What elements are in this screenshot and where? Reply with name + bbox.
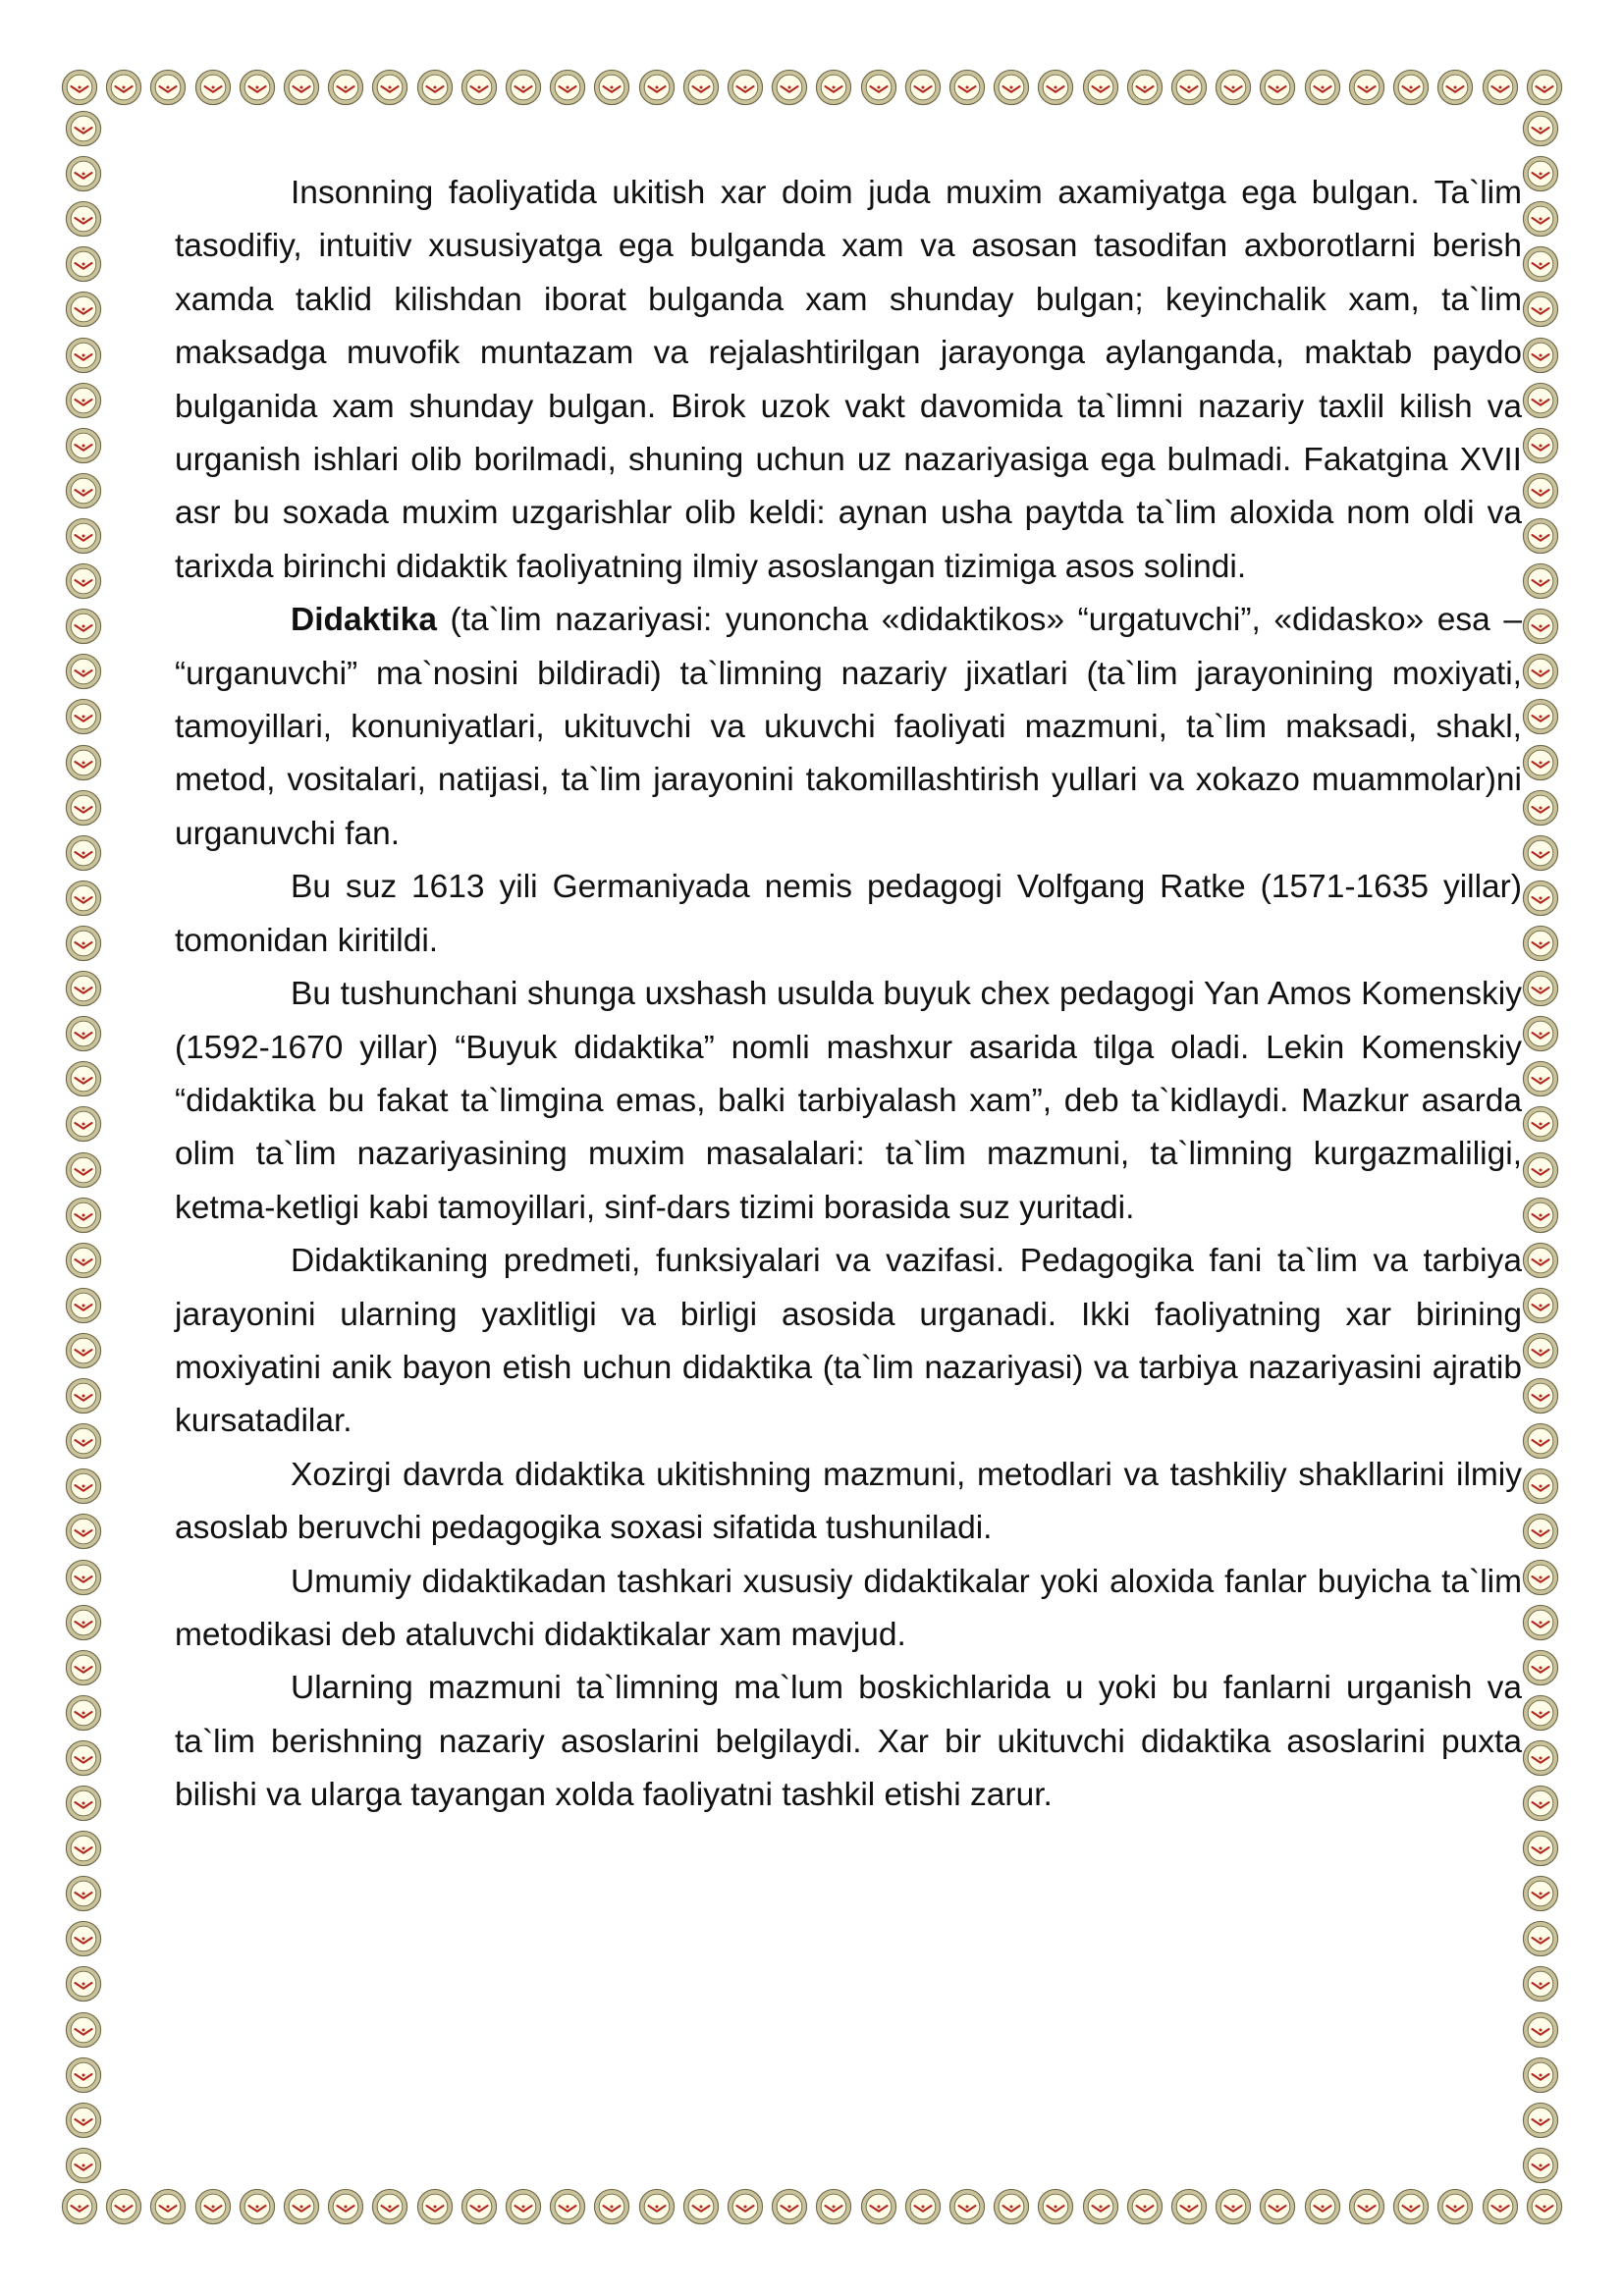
clock-icon [1522, 1105, 1559, 1143]
clock-icon [65, 1287, 102, 1324]
clock-icon [1037, 2188, 1074, 2225]
clock-icon [194, 69, 232, 106]
clock-icon [371, 2188, 408, 2225]
clock-icon [1522, 1694, 1559, 1732]
clock-icon [65, 698, 102, 735]
clock-icon [682, 2188, 720, 2225]
clock-icon [65, 880, 102, 917]
clock-icon [65, 291, 102, 328]
clock-icon [1215, 2188, 1252, 2225]
border-bottom [61, 2184, 1563, 2229]
clock-icon [505, 2188, 542, 2225]
clock-icon [1522, 2102, 1559, 2139]
clock-icon [1082, 2188, 1119, 2225]
clock-icon [65, 1468, 102, 1505]
clock-icon [1082, 69, 1119, 106]
clock-icon [65, 1694, 102, 1732]
clock-icon [1522, 200, 1559, 238]
clock-icon [65, 653, 102, 690]
clock-icon [1522, 1151, 1559, 1189]
clock-icon [549, 2188, 586, 2225]
clock-icon [65, 1965, 102, 2002]
clock-icon [65, 2011, 102, 2049]
clock-icon [1170, 2188, 1208, 2225]
document-body [175, 167, 1522, 1823]
clock-icon [1348, 69, 1385, 106]
clock-icon [65, 517, 102, 555]
clock-icon [65, 1422, 102, 1460]
clock-icon [65, 427, 102, 464]
clock-icon [1522, 1422, 1559, 1460]
clock-icon [149, 69, 187, 106]
clock-icon [1392, 2188, 1430, 2225]
clock-icon [1522, 562, 1559, 600]
clock-icon [105, 2188, 142, 2225]
clock-icon [1522, 789, 1559, 827]
clock-icon [593, 69, 630, 106]
clock-icon [1522, 1785, 1559, 1822]
clock-icon [1522, 1287, 1559, 1324]
clock-icon [1522, 245, 1559, 283]
clock-icon [1522, 517, 1559, 555]
clock-icon [65, 1875, 102, 1912]
clock-icon [1522, 1920, 1559, 1957]
clock-icon [416, 2188, 454, 2225]
clock-icon [65, 1332, 102, 1369]
clock-icon [1522, 1377, 1559, 1415]
clock-icon [65, 245, 102, 283]
clock-icon [1522, 1015, 1559, 1052]
clock-icon [65, 1151, 102, 1189]
clock-icon [1522, 608, 1559, 645]
clock-icon [327, 69, 364, 106]
clock-icon [65, 1785, 102, 1822]
clock-icon [65, 562, 102, 600]
clock-icon [65, 925, 102, 962]
clock-icon [65, 2147, 102, 2184]
paragraph-mazmuni: Ularning mazmuni ta`limning ma`lum boskichlarida u yoki bu fanlarni urganish va ta`lim berishning nazariy asoslarini belgilaydi. Xar bir ukituvchi didaktika asoslarini puxta bilishi va ularga tayangan xolda faoliyatni tashkil etishi zarur. [175, 1670, 1522, 1814]
clock-icon [327, 2188, 364, 2225]
clock-icon [1522, 472, 1559, 509]
clock-icon [1259, 2188, 1296, 2225]
clock-icon [593, 2188, 630, 2225]
clock-icon [65, 1105, 102, 1143]
clock-icon [993, 2188, 1030, 2225]
clock-icon [727, 2188, 764, 2225]
clock-icon [1259, 69, 1296, 106]
clock-icon [283, 69, 320, 106]
clock-icon [1037, 69, 1074, 106]
clock-icon [65, 789, 102, 827]
clock-icon [1522, 1604, 1559, 1641]
clock-icon [1522, 834, 1559, 872]
clock-icon [1522, 1830, 1559, 1867]
clock-icon [65, 1015, 102, 1052]
clock-icon [1526, 69, 1563, 106]
clock-icon [416, 69, 454, 106]
clock-icon [1215, 69, 1252, 106]
clock-icon [65, 1649, 102, 1686]
clock-icon [993, 69, 1030, 106]
paragraph-ratke: Bu suz 1613 yili Germaniyada nemis pedagogi Volfgang Ratke (1571-1635 yillar) tomonidan kiritildi. [175, 869, 1522, 959]
clock-icon [1522, 110, 1559, 147]
clock-icon [1436, 2188, 1474, 2225]
clock-icon [1522, 1332, 1559, 1369]
clock-icon [65, 834, 102, 872]
clock-icon [149, 2188, 187, 2225]
paragraph-intro: Insonning faoliyatida ukitish xar doim juda muxim axamiyatga ega bulgan. Ta`lim tasodifiy, intuitiv xususiyatga ega bulganda xam va asosan tasodifan axborotlarni berish xamda taklid kilishdan iborat bulganda xam shunday bulgan; keyinchalik xam, ta`lim maksadga muvofik muntazam va rejalashtirilgan jarayonga aylanganda, maktab paydo bulganida xam shunday bulgan. Birok uzok vakt davomida ta`limni nazariy taxlil kilish va urganish ishlari olib borilmadi, shuning uchun uz nazariyasiga ega bulmadi. Fakatgina XVII asr bu soxada muxim uzgarishlar olib keldi: aynan usha paytda ta`lim aloxida nom oldi va tarixda birinchi didaktik faoliyatning ilmiy asoslangan tizimiga asos solindi. [175, 175, 1522, 585]
clock-icon [1522, 1739, 1559, 1777]
clock-icon [1522, 1965, 1559, 2002]
clock-icon [1522, 1649, 1559, 1686]
clock-icon [1522, 2147, 1559, 2184]
clock-icon [65, 1920, 102, 1957]
clock-icon [65, 1559, 102, 1596]
clock-icon [65, 1604, 102, 1641]
clock-icon [65, 337, 102, 374]
clock-icon [239, 2188, 276, 2225]
term-didaktika: Didaktika [291, 602, 437, 639]
clock-icon [65, 2056, 102, 2094]
clock-icon [1304, 69, 1341, 106]
border-left [61, 110, 106, 2184]
paragraph-xususiy: Umumiy didaktikadan tashkari xususiy didaktikalar yoki aloxida fanlar buyicha ta`lim metodikasi deb ataluvchi didaktikalar xam mavjud. [175, 1563, 1522, 1653]
clock-icon [65, 1830, 102, 1867]
clock-icon [65, 2102, 102, 2139]
clock-icon [1522, 427, 1559, 464]
clock-icon [505, 69, 542, 106]
clock-icon [1522, 155, 1559, 192]
clock-icon [1522, 1242, 1559, 1279]
clock-icon [1522, 1875, 1559, 1912]
clock-icon [682, 69, 720, 106]
clock-icon [65, 382, 102, 419]
clock-icon [771, 2188, 808, 2225]
paragraph-predmet: Didaktikaning predmeti, funksiyalari va vazifasi. Pedagogika fani ta`lim va tarbiya jarayonini ularning yaxlitligi va birligi asosida urganadi. Ikki faoliyatning xar birining moxiyatini anik bayon etish uchun didaktika (ta`lim nazariyasi) va tarbiya nazariyasini ajratib kursatadilar. [175, 1243, 1522, 1440]
clock-icon [61, 2188, 98, 2225]
border-right [1518, 110, 1563, 2184]
clock-icon [1526, 2188, 1563, 2225]
clock-icon [1392, 69, 1430, 106]
clock-icon [904, 69, 942, 106]
clock-icon [65, 1242, 102, 1279]
clock-icon [283, 2188, 320, 2225]
clock-icon [1348, 2188, 1385, 2225]
clock-icon [1304, 2188, 1341, 2225]
clock-icon [65, 1513, 102, 1550]
clock-icon [948, 69, 986, 106]
clock-icon [815, 69, 852, 106]
paragraph-didaktika-definition: Didaktika (ta`lim nazariyasi: yunoncha «didaktikos» “urgatuvchi”, «didasko» esa – “urganuvchi” ma`nosini bildiradi) ta`limning nazariy jixatlari (ta`lim jarayonining moxiyati, tamoyillari, konuniyatlari, ukituvchi va ukuvchi faoliyati mazmuni, ta`lim maksadi, shakl, metod, vositalari, natijasi, ta`lim jarayonini takomillashtirish yullari va xokazo muammolar)ni urganuvchi fan. [175, 602, 1522, 852]
clock-icon [1522, 1468, 1559, 1505]
clock-icon [549, 69, 586, 106]
clock-icon [1522, 1559, 1559, 1596]
clock-icon [638, 69, 676, 106]
clock-icon [638, 2188, 676, 2225]
clock-icon [860, 2188, 897, 2225]
clock-icon [65, 608, 102, 645]
clock-icon [1522, 744, 1559, 781]
clock-icon [771, 69, 808, 106]
clock-icon [194, 2188, 232, 2225]
clock-icon [65, 970, 102, 1007]
clock-icon [65, 744, 102, 781]
clock-icon [1522, 653, 1559, 690]
clock-icon [1522, 925, 1559, 962]
clock-icon [904, 2188, 942, 2225]
clock-icon [1522, 337, 1559, 374]
clock-icon [460, 2188, 498, 2225]
clock-icon [1170, 69, 1208, 106]
clock-icon [1522, 2011, 1559, 2049]
clock-icon [65, 1739, 102, 1777]
clock-icon [1482, 69, 1519, 106]
clock-icon [1522, 880, 1559, 917]
paragraph-komenskiy: Bu tushunchani shunga uxshash usulda buyuk chex pedagogi Yan Amos Komenskiy (1592-1670 yillar) “Buyuk didaktika” nomli mashxur asarida tilga oladi. Lekin Komenskiy “didaktika bu fakat ta`limgina emas, balki tarbiyalash xam”, deb ta`kidlaydi. Mazkur asarda olim ta`lim nazariyasining muxim masalalari: ta`lim mazmuni, ta`limning kurgazmaliligi, ketma-ketligi kabi tamoyillari, sinf-dars tizimi borasida suz yuritadi. [175, 976, 1522, 1226]
paragraph-xozirgi: Xozirgi davrda didaktika ukitishning mazmuni, metodlari va tashkiliy shakllarini ilmiy asoslab beruvchi pedagogika soxasi sifatida tushuniladi. [175, 1456, 1522, 1547]
clock-icon [727, 69, 764, 106]
clock-icon [65, 155, 102, 192]
clock-icon [1522, 1513, 1559, 1550]
clock-icon [860, 69, 897, 106]
clock-icon [1126, 69, 1164, 106]
clock-icon [61, 69, 98, 106]
clock-icon [1522, 291, 1559, 328]
clock-icon [65, 200, 102, 238]
clock-icon [1522, 698, 1559, 735]
clock-icon [948, 2188, 986, 2225]
clock-icon [1522, 1060, 1559, 1097]
clock-icon [239, 69, 276, 106]
clock-icon [65, 110, 102, 147]
clock-icon [1522, 2056, 1559, 2094]
clock-icon [1522, 1197, 1559, 1234]
clock-icon [105, 69, 142, 106]
clock-icon [65, 1060, 102, 1097]
clock-icon [1522, 382, 1559, 419]
clock-icon [1522, 970, 1559, 1007]
clock-icon [1436, 69, 1474, 106]
clock-icon [815, 2188, 852, 2225]
clock-icon [371, 69, 408, 106]
clock-icon [65, 1377, 102, 1415]
clock-icon [1126, 2188, 1164, 2225]
clock-icon [65, 1197, 102, 1234]
clock-icon [1482, 2188, 1519, 2225]
clock-icon [460, 69, 498, 106]
clock-icon [65, 472, 102, 509]
border-top [61, 65, 1563, 110]
